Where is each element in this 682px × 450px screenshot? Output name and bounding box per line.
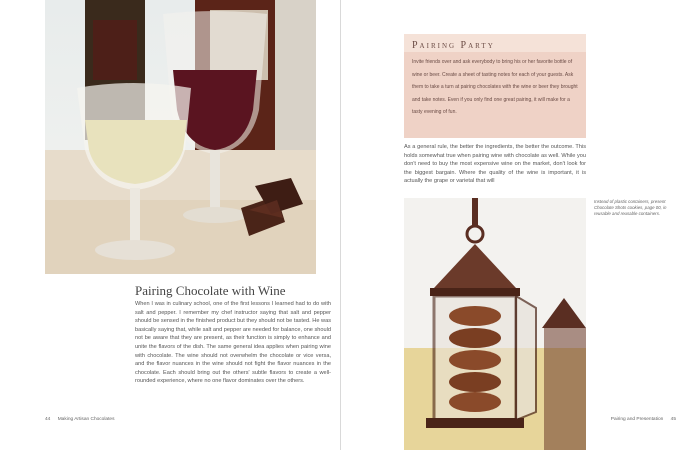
sidebar-title: Pairing Party bbox=[412, 40, 495, 51]
left-folio bbox=[45, 417, 114, 422]
left-page-number: 44 bbox=[45, 417, 51, 422]
right-running-title: Pairing and Presentation bbox=[610, 417, 664, 422]
photo-caption: Instead of plastic containers, present Chocolate Shots cookies, page 00, in reusable and reusable containers. bbox=[594, 199, 667, 217]
left-running-title: Making Artisan Chocolates bbox=[57, 417, 115, 422]
right-body-text: As a general rule, the better the ingredients, the better the outcome. This holds somewhat true when pairing wine with chocolate as well. While you don't need to buy the most expensive wine on the market, don't look for the biggest bargain. Where the quality of the wine is important, it is actually the grape or varietal that will bbox=[404, 144, 586, 185]
page-gutter bbox=[340, 0, 341, 450]
right-folio bbox=[611, 417, 676, 422]
wine-glasses-photo bbox=[45, 0, 316, 274]
left-body-text: When I was in culinary school, one of the first lessons I learned had to do with salt and pepper. I remember my chef instructor saying that salt and pepper should be sensed in the finished product but they should not be tasted. He was basically saying that, while salt and pepper are needed for balance, one should not be aware that they are present, as their function is simply to enhance and unite the flavors of the dish. The same general idea applies when pairing wine with chocolate. The wine should not overwhelm the chocolate or vice versa, and the flavor nuances in the wine should not fight the flavor nuances in the chocolate. Each should bring out the others' subtle flavors to create a well-rounded experience, where no one flavor dominates over the others. bbox=[135, 301, 331, 385]
right-page-number: 45 bbox=[670, 417, 676, 422]
section-title: Pairing Chocolate with Wine bbox=[135, 283, 286, 298]
pairing-party-sidebar bbox=[404, 34, 586, 138]
lantern-photo bbox=[404, 198, 586, 450]
sidebar-body: Invite friends over and ask everybody to bring his or her favorite bottle of wine or beer. Create a sheet of tasting notes for each of your guests. Ask them to take a turn at pairing chocolates with the wine or beer they brought and take notes. Even if you only find one great pairing, it will make for a tasty evening of fun. bbox=[412, 59, 578, 116]
